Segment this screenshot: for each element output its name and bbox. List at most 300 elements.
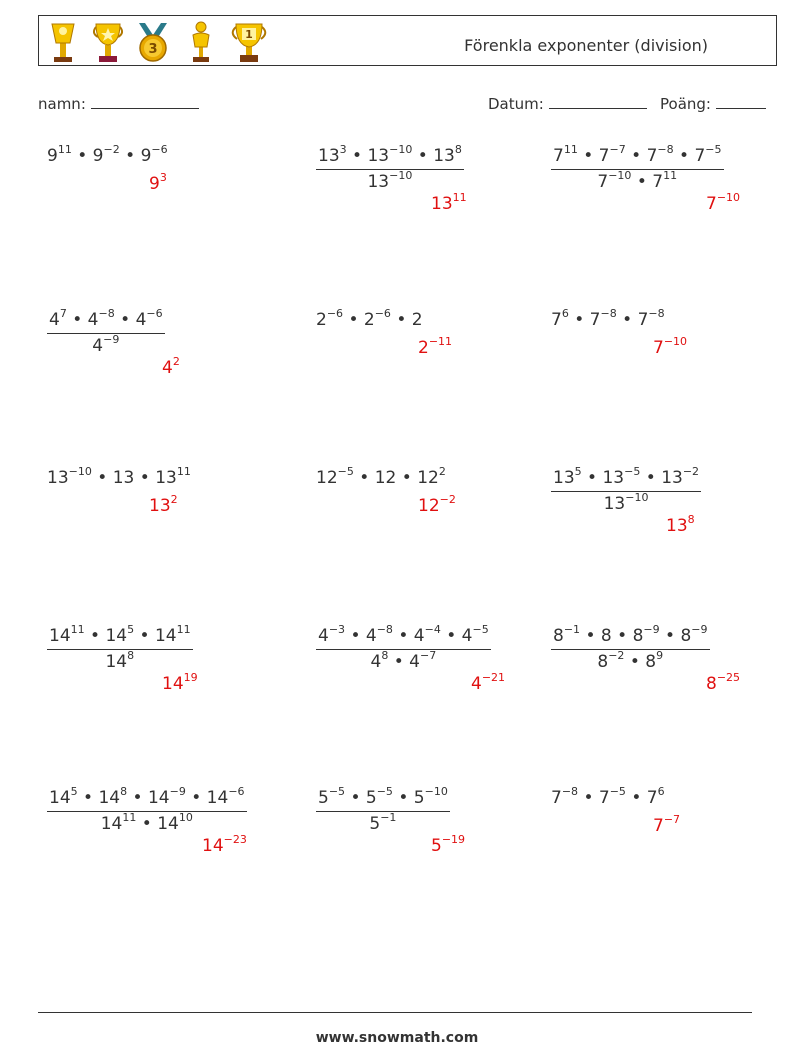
power-exponent: −10: [68, 465, 92, 478]
power-exponent: 8: [120, 785, 128, 798]
power-term: [140, 143, 168, 166]
dot-operator: •: [631, 172, 653, 192]
power-term: [49, 307, 67, 330]
power-exponent: −5: [624, 465, 641, 478]
dot-operator: •: [134, 468, 156, 488]
power-base: 14: [105, 626, 128, 646]
power-term: [597, 169, 632, 192]
fraction: [316, 785, 450, 834]
problem-4: [47, 307, 165, 356]
power-term: [206, 785, 245, 808]
power-exponent: −8: [376, 623, 393, 636]
power-term: [87, 307, 115, 330]
power-base: 5: [318, 788, 329, 808]
power-base: 14: [49, 626, 71, 646]
answer-11: [471, 671, 506, 694]
fraction: [316, 143, 464, 192]
power-term: [367, 143, 413, 166]
power-exponent: −8: [648, 307, 665, 320]
power-term: [646, 143, 674, 166]
power-base: 8: [706, 674, 717, 694]
power-exponent: −5: [705, 143, 722, 156]
power-term: [98, 785, 128, 808]
power-term: [162, 671, 198, 694]
dot-operator: •: [345, 788, 366, 808]
dot-operator: •: [611, 626, 633, 646]
power-base: 13: [602, 468, 625, 488]
power-exponent: 6: [561, 307, 569, 320]
power-term: [418, 335, 453, 358]
problem-6: [551, 307, 665, 330]
power-exponent: 8: [687, 513, 695, 526]
power-exponent: −2: [103, 143, 120, 156]
answer-7: [149, 493, 178, 516]
power-term: [149, 493, 178, 516]
power-exponent: 5: [70, 785, 78, 798]
name-blank[interactable]: [91, 94, 199, 109]
power-exponent: −10: [389, 143, 413, 156]
answer-14: [431, 833, 466, 856]
power-exponent: −9: [643, 623, 660, 636]
power-base: 13: [149, 496, 171, 516]
power-term: [155, 465, 191, 488]
power-term: [135, 307, 163, 330]
power-term: [375, 468, 397, 488]
power-exponent: −10: [608, 169, 632, 182]
power-base: 14: [154, 626, 177, 646]
numerator: [47, 307, 165, 334]
power-base: 9: [149, 174, 160, 194]
dot-operator: •: [624, 652, 646, 672]
power-base: 14: [98, 788, 121, 808]
power-base: 7: [637, 310, 649, 330]
power-term: [602, 465, 641, 488]
dot-operator: •: [353, 468, 375, 488]
power-term: [369, 811, 397, 834]
dot-operator: •: [673, 146, 695, 166]
problem-14: [316, 785, 450, 834]
power-exponent: −19: [441, 833, 466, 846]
denominator: [316, 650, 491, 672]
answer-4: [162, 355, 180, 378]
cup-1-icon: [229, 21, 269, 63]
power-term: [370, 649, 389, 672]
power-exponent: 8: [381, 649, 389, 662]
power-exponent: −9: [103, 333, 120, 346]
power-base: 12: [316, 468, 338, 488]
dot-operator: •: [625, 146, 647, 166]
dot-operator: •: [66, 310, 88, 330]
power-term: [318, 785, 346, 808]
dot-operator: •: [396, 468, 418, 488]
power-base: 13: [367, 172, 390, 192]
power-term: [471, 671, 506, 694]
power-base: 9: [92, 146, 104, 166]
power-term: [553, 143, 578, 166]
figure-trophy-icon: [187, 21, 215, 63]
power-term: [661, 465, 700, 488]
worksheet-title: Förenkla exponenter (division): [464, 36, 708, 55]
power-term: [551, 307, 569, 330]
power-term: [589, 307, 617, 330]
problem-13: [47, 785, 247, 834]
power-base: 4: [318, 626, 329, 646]
power-exponent: −6: [374, 307, 391, 320]
dot-operator: •: [568, 310, 590, 330]
power-exponent: −3: [328, 623, 346, 636]
power-exponent: −5: [376, 785, 393, 798]
power-exponent: −8: [98, 307, 115, 320]
power-base: 5: [413, 788, 425, 808]
site-url: www.snowmath.com: [315, 1030, 479, 1046]
numerator: [47, 785, 247, 812]
power-base: 8: [553, 626, 564, 646]
power-base: 13: [553, 468, 575, 488]
power-exponent: −5: [328, 785, 346, 798]
score-blank[interactable]: [716, 94, 766, 109]
power-base: 8: [632, 626, 644, 646]
power-base: 7: [551, 788, 562, 808]
numerator: [47, 623, 193, 650]
numerator: [316, 785, 450, 812]
power-base: 4: [87, 310, 99, 330]
power-term: [597, 649, 625, 672]
power-base: 13: [112, 468, 135, 488]
power-exponent: −9: [169, 785, 186, 798]
answer-9: [666, 513, 695, 536]
power-base: 14: [49, 788, 71, 808]
fraction: [47, 785, 247, 834]
power-base: 12: [418, 496, 440, 516]
power-term: [706, 671, 741, 694]
answer-5: [418, 335, 453, 358]
svg-text:1: 1: [245, 28, 253, 41]
power-exponent: −23: [223, 833, 247, 846]
power-exponent: −6: [151, 143, 168, 156]
dot-operator: •: [77, 788, 99, 808]
dot-operator: •: [390, 310, 412, 330]
power-term: [666, 513, 695, 536]
power-term: [49, 785, 78, 808]
power-term: [92, 333, 120, 356]
power-base: 7: [598, 788, 610, 808]
power-exponent: −2: [682, 465, 700, 478]
power-term: [47, 465, 92, 488]
power-term: [652, 169, 678, 192]
power-term: [318, 623, 346, 646]
power-base: 13: [431, 194, 453, 214]
power-exponent: −7: [663, 813, 681, 826]
power-term: [149, 171, 167, 194]
problem-10: [47, 623, 193, 672]
power-term: [113, 468, 135, 488]
trophy-icon: [49, 21, 77, 63]
numerator: [551, 623, 710, 650]
power-exponent: −1: [563, 623, 581, 636]
power-term: [418, 493, 456, 516]
power-exponent: 11: [563, 143, 578, 156]
power-base: 13: [47, 468, 69, 488]
dot-operator: •: [578, 788, 599, 808]
fraction: [316, 623, 491, 672]
score-label: Poäng:: [660, 95, 711, 113]
power-term: [680, 623, 708, 646]
numerator: [551, 465, 701, 492]
medal-3-icon: [135, 21, 171, 63]
answer-3: [706, 191, 741, 214]
power-base: 5: [431, 836, 442, 856]
power-base: 9: [140, 146, 152, 166]
power-base: 13: [661, 468, 683, 488]
fraction: [551, 143, 724, 192]
power-base: 4: [92, 336, 104, 356]
power-base: 2: [418, 338, 429, 358]
power-exponent: −10: [716, 191, 741, 204]
power-exponent: −8: [600, 307, 617, 320]
denominator: [47, 812, 247, 834]
fraction: [551, 465, 701, 514]
dot-operator: •: [616, 310, 638, 330]
power-exponent: 8: [454, 143, 462, 156]
fraction: [47, 307, 165, 356]
dot-operator: •: [185, 788, 207, 808]
power-term: [646, 785, 665, 808]
power-base: 4: [461, 626, 473, 646]
power-exponent: 11: [176, 623, 191, 636]
power-exponent: −2: [608, 649, 625, 662]
power-term: [316, 465, 354, 488]
power-term: [632, 623, 660, 646]
power-base: 13: [433, 146, 455, 166]
dot-operator: •: [659, 626, 681, 646]
dot-operator: •: [625, 788, 647, 808]
denominator: [551, 650, 710, 672]
power-base: 2: [411, 310, 423, 330]
power-term: [598, 785, 626, 808]
fraction: [551, 623, 710, 672]
denominator: [316, 812, 450, 834]
power-term: [694, 143, 722, 166]
power-base: 8: [597, 652, 609, 672]
power-base: 14: [206, 788, 229, 808]
dot-operator: •: [412, 146, 434, 166]
power-exponent: −25: [716, 671, 741, 684]
power-exponent: −9: [691, 623, 708, 636]
power-term: [706, 191, 741, 214]
power-term: [365, 623, 393, 646]
dot-operator: •: [640, 468, 662, 488]
problem-2: [316, 143, 464, 192]
problem-5: [316, 307, 423, 330]
power-term: [598, 143, 626, 166]
power-term: [412, 310, 423, 330]
numerator: [316, 143, 464, 170]
power-term: [409, 649, 437, 672]
power-term: [47, 143, 72, 166]
power-base: 13: [318, 146, 340, 166]
power-term: [553, 623, 581, 646]
dot-operator: •: [114, 310, 136, 330]
power-term: [433, 143, 462, 166]
power-base: 7: [553, 146, 564, 166]
problem-8: [316, 465, 446, 488]
power-exponent: −8: [657, 143, 674, 156]
power-base: 14: [147, 788, 170, 808]
power-term: [413, 785, 448, 808]
power-exponent: −5: [337, 465, 354, 478]
dot-operator: •: [119, 146, 141, 166]
power-exponent: −10: [663, 335, 688, 348]
power-term: [431, 833, 466, 856]
dot-operator: •: [127, 788, 148, 808]
power-base: 7: [646, 788, 658, 808]
power-base: 7: [652, 172, 664, 192]
power-term: [162, 355, 180, 378]
power-base: 7: [589, 310, 601, 330]
dot-operator: •: [346, 146, 368, 166]
problem-7: [47, 465, 191, 488]
power-base: 4: [135, 310, 147, 330]
power-exponent: 2: [172, 355, 180, 368]
numerator: [551, 143, 724, 170]
power-exponent: −4: [424, 623, 441, 636]
power-exponent: 11: [57, 143, 72, 156]
power-exponent: −10: [625, 491, 649, 504]
power-base: 13: [367, 146, 390, 166]
dot-operator: •: [577, 146, 599, 166]
power-term: [105, 623, 135, 646]
power-base: 7: [597, 172, 609, 192]
power-term: [461, 623, 489, 646]
power-base: 14: [157, 814, 179, 834]
svg-text:3: 3: [148, 42, 158, 57]
power-term: [551, 785, 579, 808]
problem-9: [551, 465, 701, 514]
power-exponent: 5: [127, 623, 135, 636]
power-exponent: −2: [439, 493, 456, 506]
power-term: [413, 623, 441, 646]
power-term: [100, 811, 137, 834]
power-term: [318, 143, 347, 166]
dot-operator: •: [392, 626, 414, 646]
problem-15: [551, 785, 665, 808]
power-term: [202, 833, 247, 856]
power-term: [316, 307, 344, 330]
power-base: 7: [653, 338, 664, 358]
power-exponent: 11: [70, 623, 85, 636]
power-exponent: −5: [472, 623, 489, 636]
star-trophy-icon: [91, 21, 125, 63]
power-base: 13: [155, 468, 177, 488]
power-exponent: 3: [159, 171, 167, 184]
power-exponent: −6: [326, 307, 344, 320]
dot-operator: •: [134, 626, 155, 646]
power-base: 4: [365, 626, 377, 646]
power-base: 2: [363, 310, 375, 330]
power-exponent: −6: [228, 785, 245, 798]
power-term: [653, 335, 688, 358]
power-base: 8: [600, 626, 612, 646]
power-exponent: −21: [481, 671, 506, 684]
power-exponent: 6: [657, 785, 665, 798]
name-label: namn:: [38, 95, 86, 113]
answer-15: [653, 813, 681, 836]
answer-10: [162, 671, 198, 694]
answer-12: [706, 671, 741, 694]
power-exponent: −11: [428, 335, 453, 348]
power-base: 9: [47, 146, 58, 166]
power-base: 5: [365, 788, 377, 808]
power-base: 13: [666, 516, 688, 536]
denominator: [551, 492, 701, 514]
power-base: 8: [680, 626, 692, 646]
dot-operator: •: [345, 626, 366, 646]
power-exponent: 11: [452, 191, 467, 204]
problem-12: [551, 623, 710, 672]
power-base: 12: [374, 468, 397, 488]
power-exponent: −5: [609, 785, 626, 798]
power-term: [601, 626, 612, 646]
power-base: 5: [369, 814, 381, 834]
power-base: 7: [598, 146, 610, 166]
power-exponent: −10: [424, 785, 448, 798]
denominator: [47, 334, 165, 356]
power-term: [603, 491, 649, 514]
power-term: [645, 649, 664, 672]
answer-8: [418, 493, 456, 516]
dot-operator: •: [71, 146, 93, 166]
problem-11: [316, 623, 491, 672]
power-base: 7: [694, 146, 706, 166]
dot-operator: •: [84, 626, 106, 646]
power-term: [431, 191, 467, 214]
power-exponent: −8: [561, 785, 579, 798]
power-exponent: 7: [59, 307, 67, 320]
power-exponent: 9: [656, 649, 664, 662]
footer-divider: [38, 1012, 752, 1013]
answer-6: [653, 335, 688, 358]
power-exponent: −7: [420, 649, 437, 662]
power-base: 14: [202, 836, 224, 856]
dot-operator: •: [136, 814, 158, 834]
power-base: 7: [646, 146, 658, 166]
power-term: [363, 307, 391, 330]
date-label: Datum:: [488, 95, 544, 113]
worksheet-header: [38, 15, 777, 66]
power-exponent: 2: [170, 493, 178, 506]
dot-operator: •: [343, 310, 364, 330]
power-exponent: 11: [122, 811, 137, 824]
problem-3: [551, 143, 724, 192]
date-blank[interactable]: [549, 94, 647, 109]
name-field: [38, 94, 199, 113]
power-term: [553, 465, 582, 488]
numerator: [316, 623, 491, 650]
dot-operator: •: [392, 788, 414, 808]
dot-operator: •: [91, 468, 113, 488]
dot-operator: •: [440, 626, 462, 646]
power-term: [653, 813, 681, 836]
power-base: 14: [100, 814, 123, 834]
score-field: [660, 94, 766, 113]
power-base: 2: [316, 310, 327, 330]
power-base: 7: [706, 194, 717, 214]
power-term: [365, 785, 393, 808]
problem-1: [47, 143, 168, 166]
power-base: 4: [413, 626, 425, 646]
power-base: 4: [409, 652, 420, 672]
power-exponent: 8: [127, 649, 135, 662]
